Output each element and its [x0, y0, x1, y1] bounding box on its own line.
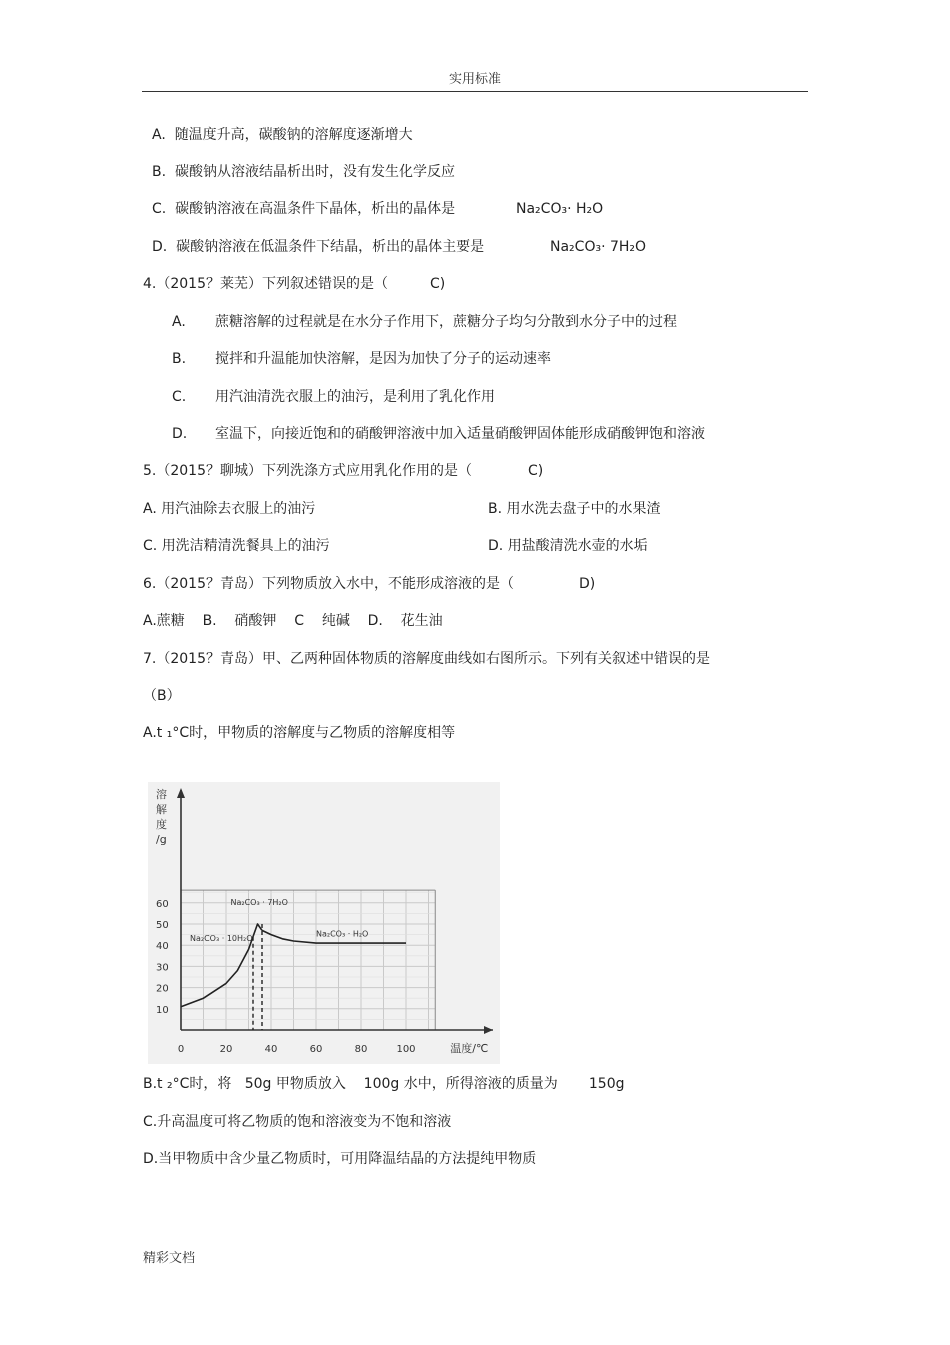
option-text: 碳酸钠溶液在高温条件下晶体，析出的晶体是 [175, 201, 456, 217]
solubility-chart [148, 782, 500, 1064]
x-axis-label: 温度/℃ [450, 1042, 489, 1055]
option-text: 用盐酸清洗水壶的水垢 [507, 538, 648, 554]
option-text: 用洗洁精清洗餐具上的油污 [161, 538, 330, 554]
x-tick-label: 80 [354, 1044, 368, 1055]
option-7d: D.当甲物质中含少量乙物质时，可用降温结晶的方法提纯甲物质 [143, 1151, 537, 1167]
x-tick-label: 0 [177, 1044, 185, 1055]
option-4d [172, 424, 187, 444]
option-7a: A.t ₁°C时，甲物质的溶解度与乙物质的溶解度相等 [143, 725, 456, 741]
option-text: 碳酸钠溶液在低温条件下结晶，析出的晶体主要是 [176, 239, 485, 255]
x-tick-label: 100 [396, 1044, 416, 1055]
y-tick-label: 30 [156, 962, 169, 974]
option-label: B. [152, 164, 167, 180]
option-3d [152, 237, 484, 257]
option-4a [172, 312, 186, 332]
question-5 [143, 461, 472, 481]
option-4c-text: 用汽油清洗衣服上的油污，是利用了乳化作用 [215, 389, 495, 405]
option-3a [152, 125, 413, 145]
x-axis-arrow-icon [484, 1026, 493, 1034]
option-text: 碳酸钠从溶液结晶析出时，没有发生化学反应 [174, 164, 455, 180]
option-label: B. [488, 501, 503, 517]
y-tick-label: 10 [156, 1004, 169, 1016]
curve-region-label: Na₂CO₃ · 7H₂O [230, 897, 288, 907]
question-number: 5. [143, 463, 157, 479]
solubility-curve-segment [181, 937, 253, 1007]
option-label: C. [143, 538, 158, 554]
page-header-title: 实用标准 [448, 72, 501, 87]
question-4 [143, 274, 388, 294]
option-3c-formula: Na₂CO₃· H₂O [516, 201, 604, 217]
y-tick-label: 40 [156, 941, 169, 953]
solubility-chart-svg [148, 782, 500, 1064]
question-6 [143, 574, 514, 594]
option-4b-text: 搅拌和升温能加快溶解，是因为加快了分子的运动速率 [215, 351, 551, 367]
y-axis-label: 溶 [156, 788, 167, 801]
question-text: （2015？青岛）甲、乙两种固体物质的溶解度曲线如右图所示。下列有关叙述中错误的是 [156, 651, 710, 667]
option-5c [143, 536, 330, 556]
question-6-options: A.蔗糖 B. 硝酸钾 C 纯碱 D. 花生油 [143, 613, 443, 629]
option-5b [488, 499, 661, 519]
option-5a [143, 499, 315, 519]
option-text: 随温度升高，碳酸钠的溶解度逐渐增大 [174, 127, 413, 143]
question-text: （2015？聊城）下列洗涤方式应用乳化作用的是（ [156, 463, 472, 479]
question-4-answer: C) [430, 276, 446, 292]
x-tick-label: 60 [309, 1044, 323, 1055]
question-number: 6. [143, 576, 157, 592]
question-text: （2015？青岛）下列物质放入水中，不能形成溶液的是（ [156, 576, 514, 592]
y-tick-label: 50 [156, 920, 169, 931]
y-tick-label: 60 [156, 898, 169, 910]
curve-region-label: Na₂CO₃ · H₂O [316, 929, 369, 939]
option-4a-text: 蔗糖溶解的过程就是在水分子作用下，蔗糖分子均匀分散到水分子中的过程 [215, 314, 677, 330]
y-axis-arrow-icon [177, 788, 185, 798]
option-4c [172, 387, 186, 407]
option-label: C. [172, 389, 187, 405]
question-7 [143, 649, 710, 669]
option-text: 用水洗去盘子中的水果渣 [506, 501, 661, 517]
option-label: A. [152, 127, 166, 143]
option-4d-text: 室温下，向接近饱和的硝酸钾溶液中加入适量硝酸钾固体能形成硝酸钾饱和溶液 [215, 426, 705, 442]
option-text: 用汽油除去衣服上的油污 [161, 501, 316, 517]
option-3d-formula: Na₂CO₃· 7H₂O [550, 239, 647, 255]
curve-region-label: Na₂CO₃ · 10H₂O [190, 933, 253, 943]
x-tick-label: 40 [264, 1044, 278, 1055]
page-footer: 精彩文档 [143, 1251, 196, 1266]
option-label: C. [152, 201, 167, 217]
y-axis-label: /g [156, 833, 167, 846]
option-label: D. [172, 426, 188, 442]
question-text: （2015？莱芜）下列叙述错误的是（ [156, 276, 388, 292]
option-label: A. [172, 314, 186, 330]
option-7b: B.t ₂°C时，将 50g 甲物质放入 100g 水中，所得溶液的质量为 150g [143, 1076, 625, 1092]
question-6-answer: D) [579, 576, 596, 592]
option-5d [488, 536, 648, 556]
header-rule [142, 91, 808, 92]
option-label: A. [143, 501, 157, 517]
option-label: D. [488, 538, 504, 554]
option-3b [152, 162, 455, 182]
option-label: D. [152, 239, 168, 255]
option-label: B. [172, 351, 187, 367]
y-tick-label: 20 [156, 983, 169, 995]
option-4b [172, 349, 186, 369]
question-number: 4. [143, 276, 157, 292]
y-axis-label: 度 [156, 818, 167, 831]
option-3c [152, 199, 455, 219]
x-tick-label: 20 [219, 1044, 233, 1055]
option-7c: C.升高温度可将乙物质的饱和溶液变为不饱和溶液 [143, 1114, 452, 1130]
question-7-answer: （B） [143, 688, 181, 704]
question-number: 7. [143, 651, 157, 667]
question-5-answer: C) [528, 463, 544, 479]
y-axis-label: 解 [156, 803, 167, 816]
